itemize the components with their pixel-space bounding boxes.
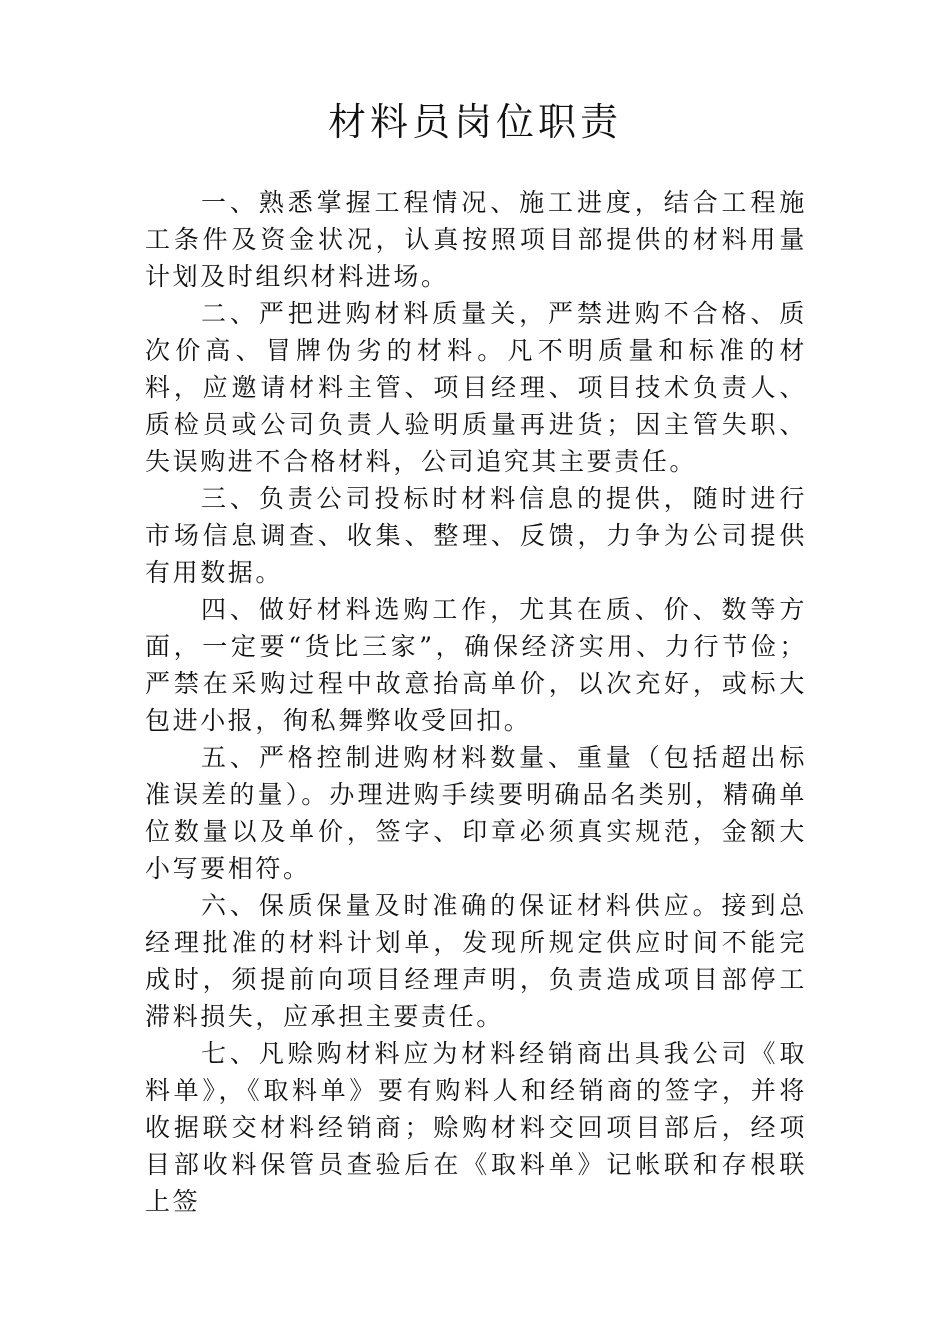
paragraph-7: 七、凡赊购材料应为材料经销商出具我公司《取料单》，《取料单》要有购料人和经销商的签字，并将收据联交材料经销商；赊购材料交回项目部后，经项目部收料保管员查验后在《取料单》记帐联和存根联上签 (145, 1039, 807, 1216)
document-body (145, 184, 807, 1220)
paragraph-5: 五、严格控制进购材料数量、重量（包括超出标准误差的量）。办理进购手续要明确品名类别，精确单位数量以及单价，签字、印章必须真实规范，金额大小写要相符。 (145, 743, 807, 883)
paragraph-3: 三、负责公司投标时材料信息的提供，随时进行市场信息调查、收集、整理、反馈，力争为公司提供有用数据。 (145, 484, 807, 587)
document-title: 材料员岗位职责 (327, 100, 622, 144)
paragraph-4: 四、做好材料选购工作，尤其在质、价、数等方面，一定要“货比三家”，确保经济实用、力行节俭；严禁在采购过程中故意抬高单价，以次充好，或标大包进小报，徇私舞弊收受回扣。 (145, 595, 807, 735)
paragraph-2: 二、严把进购材料质量关，严禁进购不合格、质次价高、冒牌伪劣的材料。凡不明质量和标准的材料，应邀请材料主管、项目经理、项目技术负责人、质检员或公司负责人验明质量再进货；因主管失职、失误购进不合格材料，公司追究其主要责任。 (145, 299, 807, 476)
paragraph-6: 六、保质保量及时准确的保证材料供应。接到总经理批准的材料计划单，发现所规定供应时间不能完成时，须提前向项目经理声明，负责造成项目部停工滞料损失，应承担主要责任。 (145, 891, 807, 1031)
paragraph-1: 一、熟悉掌握工程情况、施工进度，结合工程施工条件及资金状况，认真按照项目部提供的材料用量计划及时组织材料进场。 (145, 188, 807, 291)
